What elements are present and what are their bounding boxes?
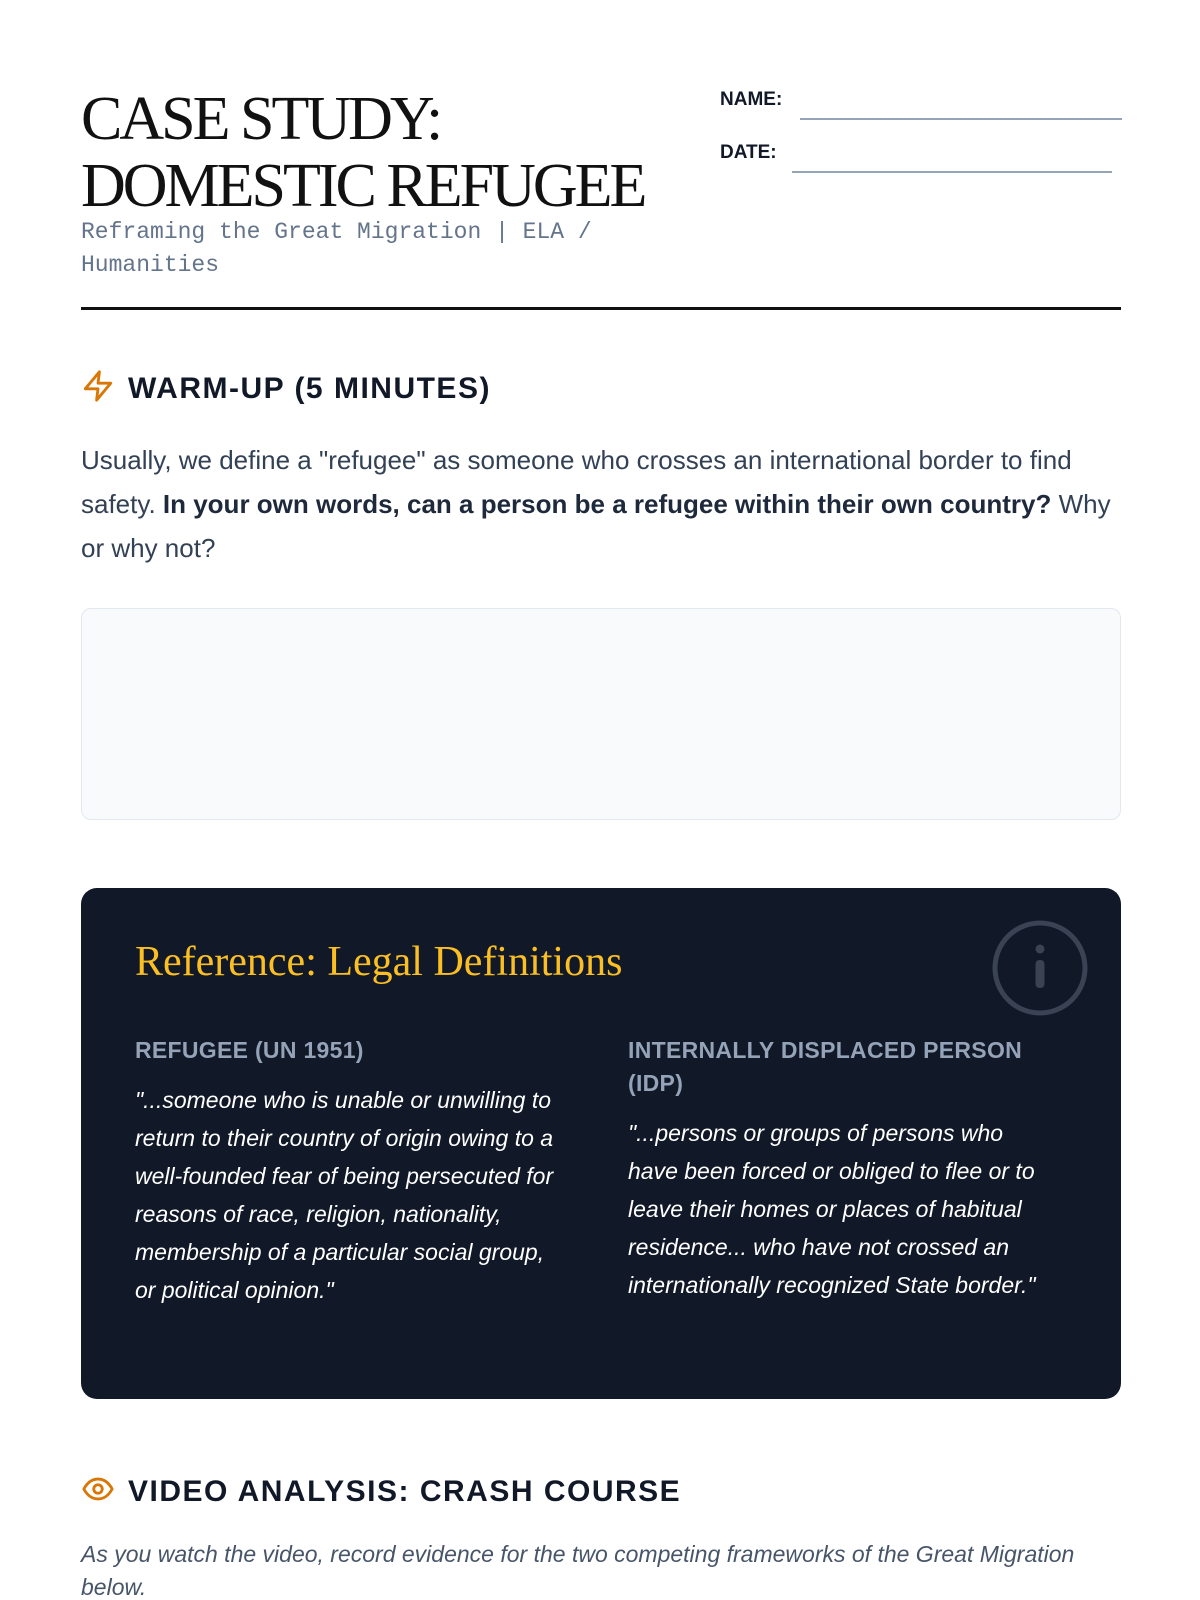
page-subtitle: Reframing the Great Migration | ELA / Humanities <box>81 219 592 278</box>
video-heading <box>81 1472 681 1511</box>
eye-icon <box>81 1472 115 1511</box>
worksheet-page <box>81 0 1121 1600</box>
definition-heading: INTERNALLY DISPLACED PERSON (IDP) <box>628 1037 1023 1096</box>
warmup-heading <box>81 369 491 408</box>
warmup-prompt <box>81 438 1121 570</box>
video-instructions: As you watch the video, record evidence for the two competing frameworks of the Great Migration below. <box>81 1541 1075 1600</box>
worksheet-header <box>81 0 1121 310</box>
warmup-answer-box[interactable] <box>81 608 1121 820</box>
definition-heading: REFUGEE (UN 1951) <box>135 1037 364 1063</box>
page-title: CASE STUDY: DOMESTIC REFUGEE <box>81 85 645 220</box>
info-icon <box>990 918 1090 1018</box>
definition-quote: "...persons or groups of persons who have been forced or obliged to flee or to leave their homes or places of habitual residence... who have not crossed an internationally recognized State border." <box>628 1120 1036 1298</box>
refugee-definition <box>135 1034 565 1309</box>
video-title: VIDEO ANALYSIS: CRASH COURSE <box>128 1474 682 1508</box>
definition-quote: "...someone who is unable or unwilling to return to their country of origin owing to a well-founded fear of being persecuted for reasons of race, religion, nationality, membership of a particular social group, or political opinion." <box>135 1087 554 1303</box>
date-label: DATE: <box>720 142 777 163</box>
warmup-prompt-start: Usually, we define a "refugee" as someone who crosses an international border to find safety. <box>81 445 1072 519</box>
warmup-title: WARM-UP (5 MINUTES) <box>128 371 491 405</box>
date-field[interactable] <box>792 171 1112 173</box>
reference-title: Reference: Legal Definitions <box>135 939 623 985</box>
warmup-prompt-question: In your own words, can a person be a refugee within their own country? <box>162 489 1052 519</box>
reference-card <box>81 888 1121 1399</box>
name-field[interactable] <box>800 118 1122 120</box>
lightning-icon <box>81 369 115 408</box>
idp-definition <box>628 1034 1058 1304</box>
warmup-prompt-end: Why or why not? <box>81 489 1111 563</box>
name-label: NAME: <box>720 89 783 110</box>
